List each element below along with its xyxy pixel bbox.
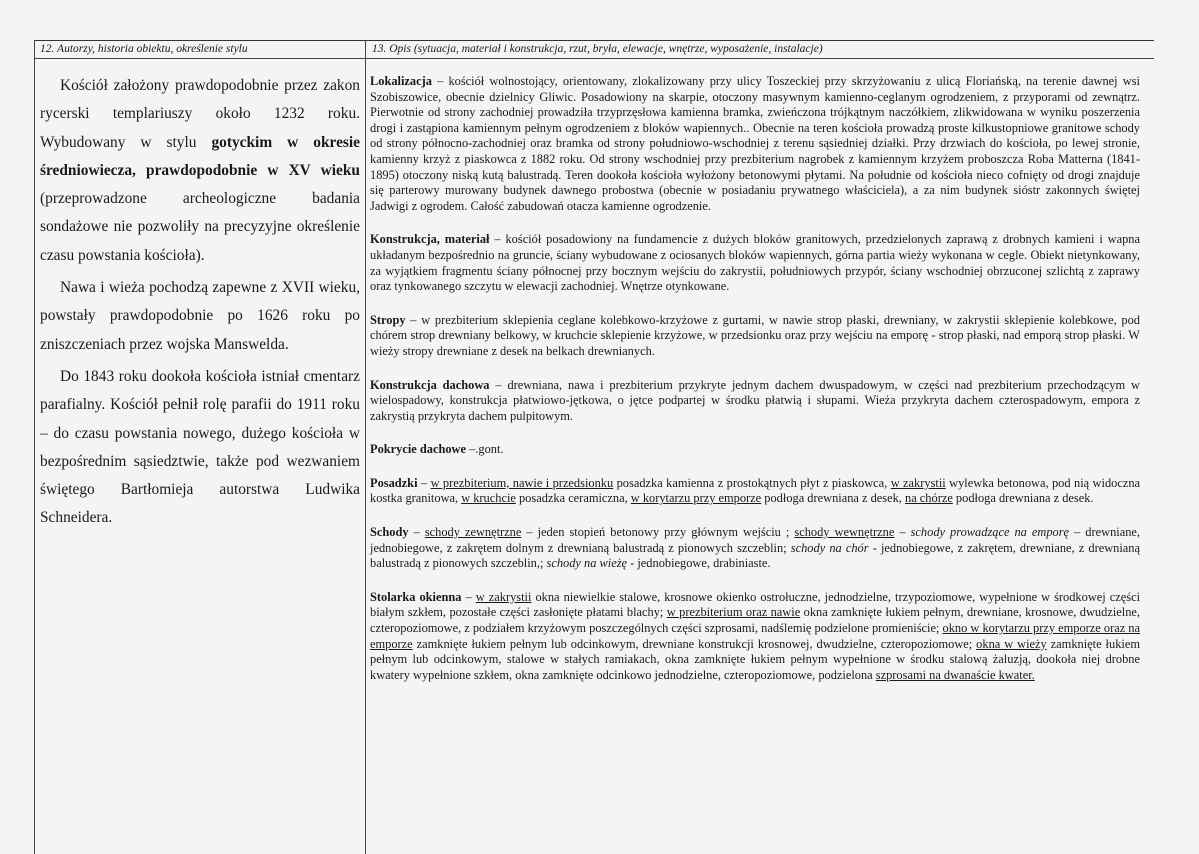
- right-column-header: 13. Opis (sytuacja, materiał i konstrukcja, rzut, bryła, elewacje, wnętrze, wyposażenie, instalacje): [372, 43, 823, 55]
- style-emphasis: gotyckim w okresie średniowiecza, prawdopodobnie w XV wieku: [40, 133, 360, 179]
- column-divider: [365, 40, 366, 854]
- section-posadzki: Posadzki – w prezbiterium, nawie i przedsionku posadzka kamienna z prostokątnych płyt z piaskowca, w zakrystii wylewka betonowa, pod nią widoczna kostka granitowa, w kruchcie posadzka ceramiczna, w korytarzu przy emporze podłoga drewniana z desek, na chórze podłoga drewniana z desek.: [370, 475, 1141, 506]
- section-konstrukcja-dachowa: Konstrukcja dachowa – drewniana, nawa i prezbiterium przykryte jednym dachem dwuspadowym, w części nad prezbiterium przechodzącym w wielospadowy, konstrukcja płatwiowo-jętkowa, o jętce podpartej w środku płatwią i słupami. Wieża przykryta dachem czterospadowym, empora z zakrystią przykryta dachem pulpitowym.: [370, 377, 1140, 423]
- history-paragraph-2: Nawa i wieża pochodzą zapewne z XVII wieku, powstały prawdopodobnie po 1626 roku po zniszczeniach przez wojska Manswelda.: [40, 279, 360, 353]
- section-stropy: Stropy – w prezbiterium sklepienia ceglane kolebkowo-krzyżowe z gurtami, w nawie strop płaski, drewniany, w zakrystii sklepienie kolebkowe, pod chórem strop drewniany belkowy, w kruchcie sklepienie krzyżowe, w przedsionku oraz przy wejściu na emporę - strop płaski, nad emporą strop płaski. W wieży stropy drewniane z desek na belkach drewnianych.: [370, 312, 1140, 358]
- history-column: [40, 72, 360, 537]
- section-pokrycie: Pokrycie dachowe –.gont.: [370, 442, 504, 457]
- section-lokalizacja: Lokalizacja – kościół wolnostojący, orientowany, zlokalizowany przy ulicy Toszeckiej przy skrzyżowaniu z ulicą Floriańską, na terenie dawnej wsi Szobiszowice, obecnie dzielnicy Gliwic. Posadowiony na skarpie, otoczony masywnym kamienno-ceglanym ogrodzeniem, z przyporami od zewnątrz. Pierwotnie od strony zachodniej prowadziła trzyprzęsłowa kamienna bramka, zwieńczona trójkątnym naczółkiem, zlikwidowana w wyniku poszerzenia drogi i zastąpiona kamiennym pełnym ogrodzeniem z bloków wapiennych.. Obecnie na teren kościoła prowadzą proste kilkustopniowe granitowe schody od strony północno-zachodniej oraz bramka od strony południowo-wschodniej z terenu sąsiedniej działki. Przy drzwiach do kościoła, po lewej stronie, kamienny krzyż z piaskowca z 1882 roku. Od strony wschodniej przy prezbiterium nagrobek z kamiennym krzyżem proboszcza Roba Matterna (1841-1895) otoczony niską kutą balustradą. Teren dookoła kościoła wyłożony betonowymi płytami. Na południe od kościoła nieco cofnięty od drogi znajduje się parterowy murowany budynek dawnego probostwa (obecnie w posiadaniu prywatnego właściciela), a za nim budynek sióstr zakonnych świętej Jadwigi z ogrodem. Całość zabudowań otacza kamienne ogrodzenie.: [370, 74, 1140, 213]
- section-stolarka-okienna: Stolarka okienna – w zakrystii okna niewielkie stalowe, krosnowe okienko ostrołuczne, jednodzielne, trzypoziomowe, wypełnione w środkowej części białym szkłem, pozostałe części zasłonięte płatami blachy; w prezbiterium oraz nawie okna zamknięte łukiem pełnym, drewniane, krosnowe, dwudzielne, czteropoziomowe, z podziałem krzyżowym poszczególnych części szprosami, nadślemię podzielone promieniście; okno w korytarzu przy emporze oraz na emporze zamknięte łukiem pełnym lub odcinkowym, drewniane konstrukcji krosnowej, dwudzielne, czteropoziomowe; okna w wieży zamknięte łukiem pełnym lub odcinkowym, stalowe w stałych ramiakach, okna zamknięte łukiem pełnym wypełnione w środku stalową żaluzją, dookoła niej drobne kwatery wypełnione szkłem, okna zamknięte odcinkowo jednodzielne, czteropoziomowe, podzielona szprosami na dwanaście kwater.: [370, 589, 1141, 682]
- left-column-header: 12. Autorzy, historia obiektu, określenie stylu: [40, 43, 248, 55]
- section-konstrukcja: Konstrukcja, materiał – kościół posadowiony na fundamencie z dużych bloków granitowych, przedzielonych zaprawą z drobnych kamieni i wapna układanym bezpośrednio na gruncie, ściany wybudowane z ociosanych bloków wapiennych, górna partia wieży wykonana w cegle. Obiekt nietynkowany, za wyjątkiem fragmentu ściany północnej przy bocznym wejściu do zakrystii, południowych przypór, ściany wschodniej obrzuconej szlichtą z zaprawy oraz tynkowanego szczytu w elewacji zachodniej. Wnętrze otynkowane.: [370, 232, 1140, 294]
- history-paragraph-1: Kościół założony prawdopodobnie przez zakon rycerski templariuszy około 1232 roku. Wybudowany w stylu gotyckim w okresie średniowiecza, prawdopodobnie w XV wieku (przeprowadzone archeologiczne badania sondażowe nie pozwoliły na precyzyjne określenie czasu powstania kościoła).: [40, 77, 360, 264]
- history-paragraph-3: Do 1843 roku dookoła kościoła istniał cmentarz parafialny. Kościół pełnił rolę parafii do 1911 roku – do czasu powstania nowego, dużego kościoła w bezpośrednim sąsiedztwie, także pod wezwaniem świętego Bartłomieja autorstwa Ludwika Schneidera.: [40, 367, 360, 527]
- left-border: [34, 40, 35, 854]
- section-schody: Schody – schody zewnętrzne – jeden stopień betonowy przy głównym wejściu ; schody wewnętrzne – schody prowadzące na emporę – drewniane, jednobiegowe, z zakrętem dolnym z drewnianą balustradą z pionowych szczeblin; schody na chór - jednobiegowe, z zakrętem, drewniane, z drewnianą balustradą z pionowych szczeblin,; schody na wieżę - jednobiegowe, drabiniaste.: [370, 525, 1141, 571]
- table-top-rule: [34, 40, 1154, 41]
- description-column: [370, 74, 1140, 701]
- header-rule: [34, 58, 1154, 59]
